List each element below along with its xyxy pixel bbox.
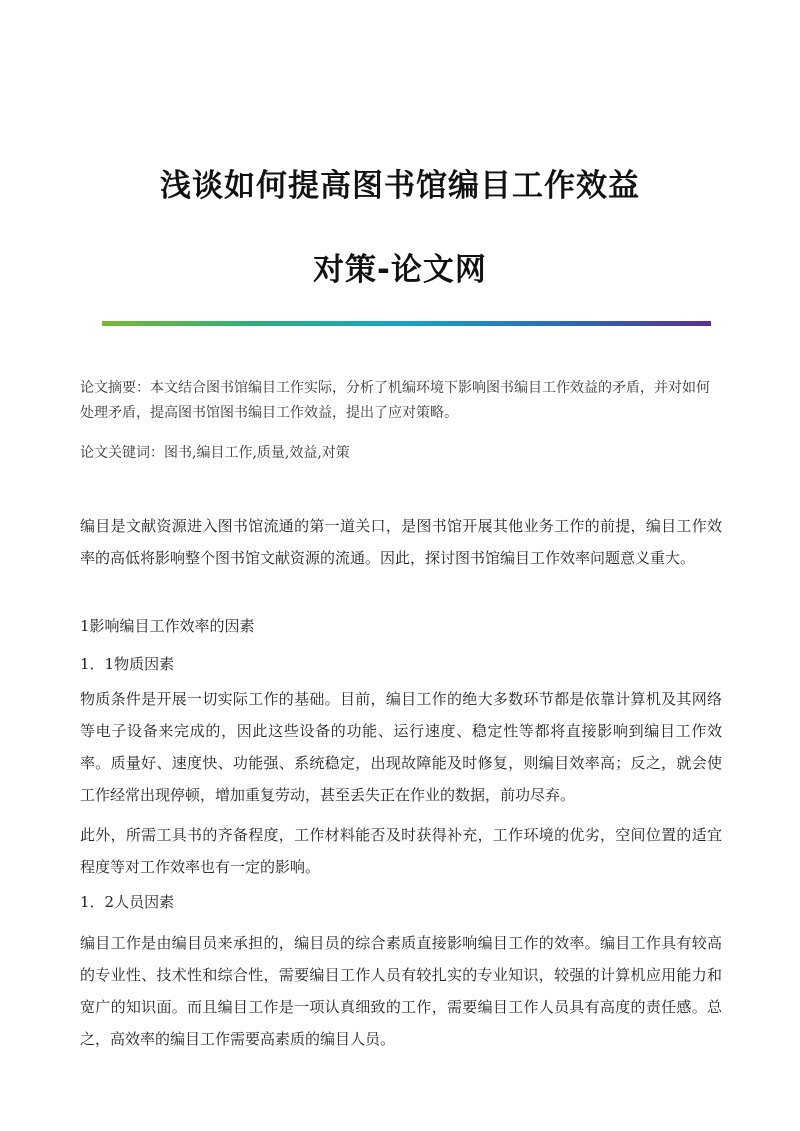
keywords: 论文关键词：图书,编目工作,质量,效益,对策	[80, 445, 350, 461]
section-1-1-paragraph-2: 此外，所需工具书的齐备程度，工作材料能否及时获得补充，工作环境的优劣，空间位置的适宜程度等对工作效率也有一定的影响。	[80, 826, 722, 876]
page-title-line-1: 浅谈如何提高图书馆编目工作效益	[160, 168, 640, 204]
intro-paragraph: 编目是文献资源进入图书馆流通的第一道关口，是图书馆开展其他业务工作的前提，编目工作效率的高低将影响整个图书馆文献资源的流通。因此，探讨图书馆编目工作效率问题意义重大。	[80, 517, 722, 567]
section-1-1-paragraph-1: 物质条件是开展一切实际工作的基础。目前，编目工作的绝大多数环节都是依靠计算机及其网络等电子设备来完成的，因此这些设备的功能、运行速度、稳定性等都将直接影响到编目工作效率。质量好、速度快、功能强、系统稳定，出现故障能及时修复，则编目效率高；反之，就会使工作经常出现停顿，增加重复劳动，甚至丢失正在作业的数据，前功尽弃。	[80, 690, 722, 804]
section-1-2-heading: 1．2人员因素	[80, 893, 175, 911]
section-1-2-paragraph-1: 编目工作是由编目员来承担的，编目员的综合素质直接影响编目工作的效率。编目工作具有较高的专业性、技术性和综合性，需要编目工作人员有较扎实的专业知识，较强的计算机应用能力和宽广的知识面。而且编目工作是一项认真细致的工作，需要编目工作人员具有高度的责任感。总之，高效率的编目工作需要高素质的编目人员。	[80, 934, 722, 1048]
page-title-line-2: 对策-论文网	[313, 252, 487, 288]
section-1-heading: 1影响编目工作效率的因素	[80, 617, 255, 635]
section-1-1-heading: 1．1物质因素	[80, 655, 175, 673]
abstract: 论文摘要：本文结合图书馆编目工作实际，分析了机编环境下影响图书编目工作效益的矛盾，并对如何处理矛盾，提高图书馆图书编目工作效益，提出了应对策略。	[80, 380, 710, 421]
title-divider	[102, 321, 711, 326]
